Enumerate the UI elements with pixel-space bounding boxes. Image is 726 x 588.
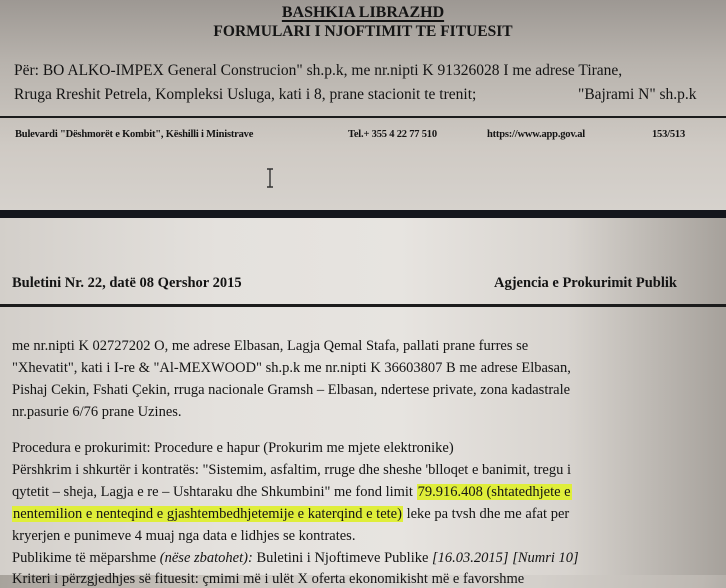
body-paragraph-line-4: nr.pasurie 6/76 prane Uzines. [12, 404, 182, 420]
recipient-line-2: Rruga Rreshit Petrela, Kompleksi Usluga, kati i 8, prane stacionit te trenit; [14, 86, 477, 103]
previous-publication-date: [16.03.2015] [Numri 10] [432, 550, 579, 566]
bulletin-number-date: Buletini Nr. 22, datë 08 Qershor 2015 [12, 275, 242, 291]
footer-page-number: 153/513 [652, 129, 686, 140]
footer-phone: Tel.+ 355 4 22 77 510 [348, 129, 437, 140]
procurement-procedure: Procedura e prokurimit: Procedure e hapur (Prokurim me mjete elektronike) [12, 440, 454, 456]
previous-publications: Publikime të mëparshme (nëse zbatohet): Buletini i Njoftimeve Publike [16.03.2015] [Numri 10] [12, 550, 579, 566]
footer-address: Bulevardi "Dëshmorët e Kombit", Këshilli i Ministrave [15, 129, 254, 140]
footer-rule [0, 116, 726, 118]
fund-limit-highlight: 79.916.408 (shtatedhjete e [417, 484, 571, 500]
bulletin-header-rule [0, 304, 726, 307]
body-paragraph-line-3: Pishaj Cekin, Fshati Çekin, rruga nacionale Gramsh – Elbasan, ndertese private, zona kadastrale [12, 382, 571, 398]
selection-criteria-partial: Kriteri i përzgjedhjes së fituesit: çmimi më i ulët X oferta ekonomikisht më e favorshme [12, 571, 525, 587]
contract-description-line-3: nentemilion e nenteqind e gjashtembedhjetemije e katerqind e tete) leke pa tvsh dhe me afat per [13, 506, 570, 522]
contract-description-line-2: qytetit – sheja, Lagja e re – Ushtaraku dhe Shkumbini" me fond limit 79.916.408 (shtatedhjete e [12, 484, 571, 500]
form-title: FORMULARI I NJOFTIMIT TE FITUESIT [213, 23, 513, 40]
page-break-rule [0, 210, 726, 218]
contract-description-line-4: kryerjen e punimeve 4 muaj nga data e lidhjes se kontrates. [12, 528, 356, 544]
fund-limit-words-highlight: nentemilion e nenteqind e gjashtembedhjetemije e katerqind e tete) [13, 506, 402, 522]
recipient-line-1: Për: BO ALKO-IMPEX General Construcion" sh.p.k, me nr.nipti K 91326028 I me adrese Tirane, [14, 62, 623, 79]
recipient-second-party: "Bajrami N" sh.p.k [578, 86, 697, 103]
contract-description-line-1: Përshkrim i shkurtër i kontratës: "Sistemim, asfaltim, rruge dhe sheshe 'blloqet e banimit, tregu i [12, 462, 572, 478]
body-paragraph-line-2: "Xhevatit", kati i I-re & "Al-MEXWOOD" sh.p.k me nr.nipti K 36603807 B me adrese Elbasan, [12, 360, 571, 376]
footer-website[interactable]: https://www.app.gov.al [487, 129, 586, 140]
agency-name: Agjencia e Prokurimit Publik [494, 275, 677, 291]
body-paragraph-line-1: me nr.nipti K 02727202 O, me adrese Elbasan, Lagja Qemal Stafa, pallati prane furres se [12, 338, 529, 354]
text-cursor-icon [265, 168, 275, 188]
institution-title: BASHKIA LIBRAZHD [281, 4, 445, 21]
